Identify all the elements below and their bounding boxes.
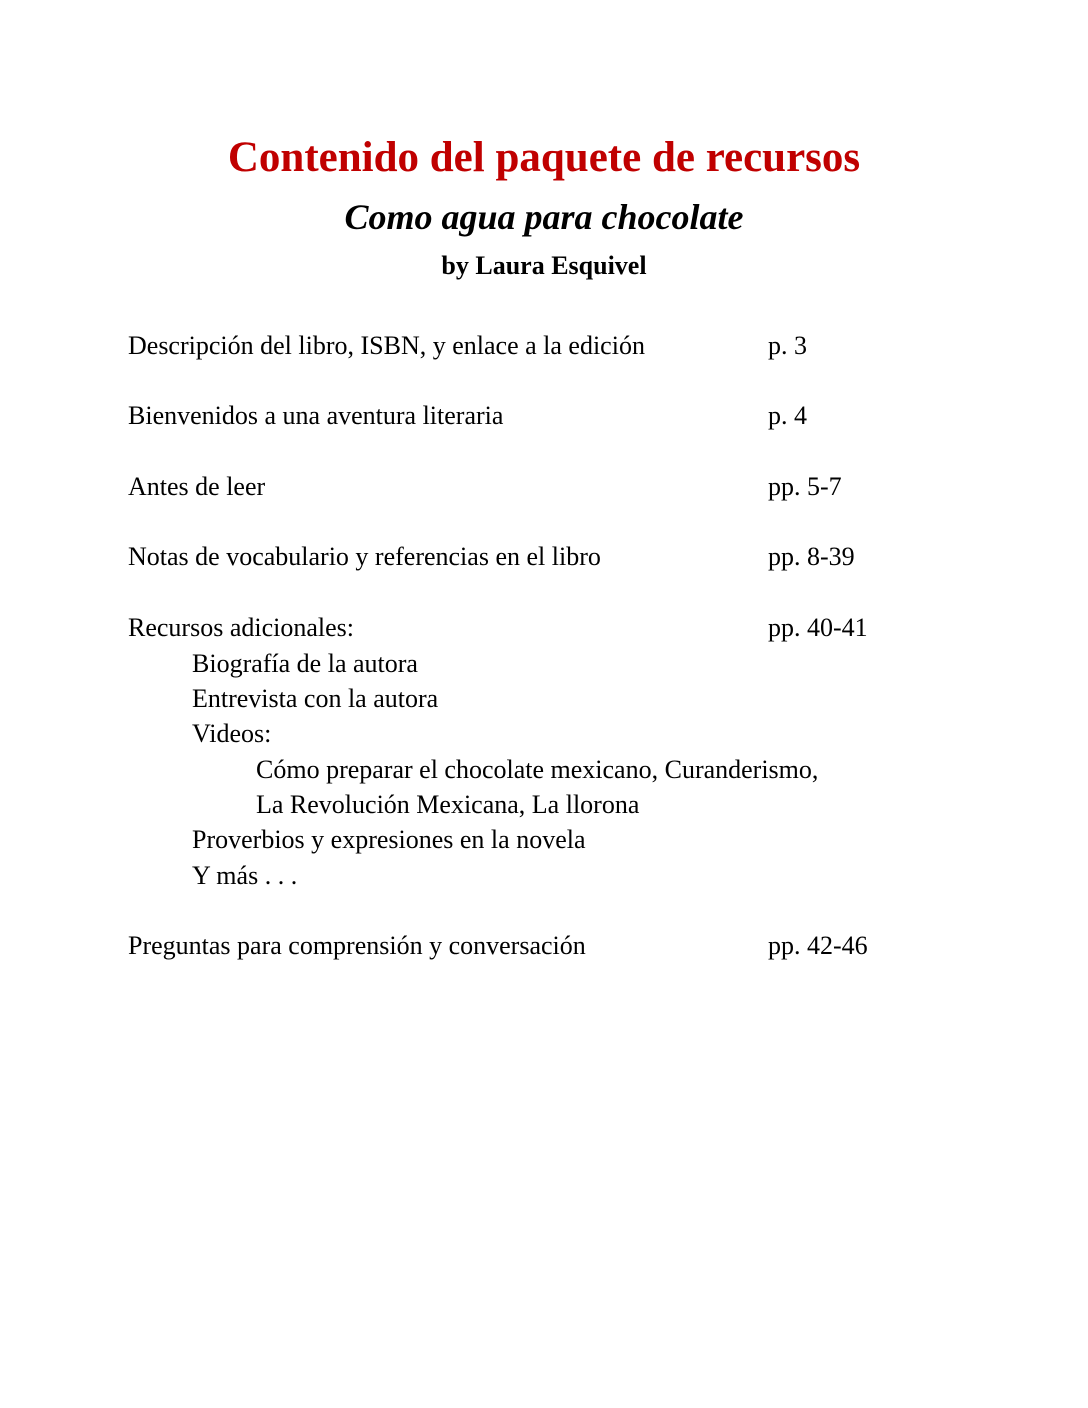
toc-entry-vocabulary-notes: Notas de vocabulario y referencias en el libro <box>128 542 601 571</box>
toc-page-vocabulary-notes: pp. 8-39 <box>768 542 855 571</box>
toc-video-list-line: La Revolución Mexicana, La llorona <box>256 790 640 819</box>
toc-subitem-author-interview: Entrevista con la autora <box>192 684 439 713</box>
toc-subitem-author-biography: Biografía de la autora <box>192 649 418 678</box>
toc-entry-description: Descripción del libro, ISBN, y enlace a la edición <box>128 331 645 360</box>
page-title: Contenido del paquete de recursos <box>227 134 861 181</box>
toc-entry-additional-resources: Recursos adicionales: <box>128 613 354 642</box>
toc-page-welcome: p. 4 <box>768 401 807 430</box>
author-byline: by Laura Esquivel <box>441 251 647 280</box>
toc-page-before-reading: pp. 5-7 <box>768 472 842 501</box>
toc-subitem-more: Y más . . . <box>192 861 298 890</box>
toc-video-list-line: Cómo preparar el chocolate mexicano, Curanderismo, <box>256 755 819 784</box>
toc-entry-questions: Preguntas para comprensión y conversación <box>128 931 586 960</box>
toc-entry-before-reading: Antes de leer <box>128 472 266 501</box>
book-title: Como agua para chocolate <box>344 197 744 237</box>
toc-entry-welcome: Bienvenidos a una aventura literaria <box>128 401 504 430</box>
toc-subitem-videos: Videos: <box>192 719 272 748</box>
toc-page-description: p. 3 <box>768 331 807 360</box>
toc-page-additional-resources: pp. 40-41 <box>768 613 868 642</box>
toc-subitem-proverbs: Proverbios y expresiones en la novela <box>192 825 586 854</box>
toc-page-questions: pp. 42-46 <box>768 931 868 960</box>
